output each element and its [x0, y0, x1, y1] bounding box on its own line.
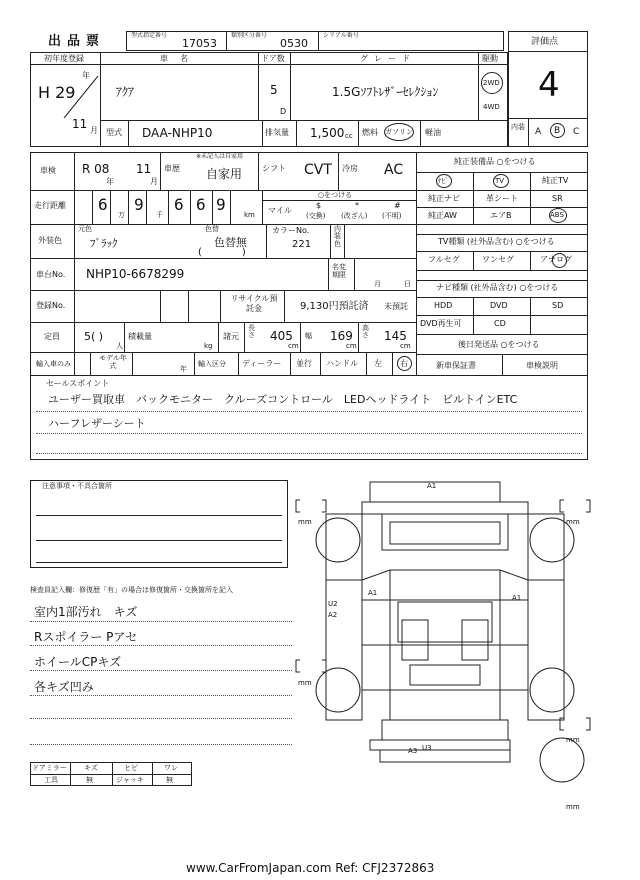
sen-unit: 千 [156, 211, 163, 219]
mileage-label: 走行距離 [34, 201, 66, 210]
legend-tools-value: 無 [86, 776, 93, 784]
history-label: 車歴 [164, 164, 180, 173]
diesel-label: 軽油 [425, 128, 441, 137]
width-unit: cm [346, 342, 357, 350]
shift-value: CVT [304, 162, 332, 178]
first-reg-label: 初年度登録 [44, 54, 84, 63]
fuel-label: 燃料 [362, 128, 378, 137]
damage-mark-1: A1 [427, 482, 437, 490]
name-change-label: 名変期限 [332, 263, 346, 279]
tv-type-title: TV種類 (社外品含む) ○をつける [438, 237, 555, 246]
color-no-value: 221 [292, 239, 312, 250]
tire-mm-rl: mm [298, 679, 312, 687]
interior-b: B [554, 126, 561, 136]
mile-label: マイル [268, 206, 292, 215]
length-label: 長さ [248, 324, 255, 340]
parallel-label: 並行 [296, 359, 312, 368]
model-label: 型式 [106, 128, 122, 137]
first-reg-slash [60, 71, 100, 120]
car-damage-diagram [290, 470, 600, 820]
color-label: 外装色 [38, 236, 62, 245]
history-value: 自家用 [206, 167, 243, 181]
equip-leather-seat: 革シート [486, 194, 518, 203]
doors-value: 5 [270, 83, 278, 97]
inspector-note-1: 室内1部汚れ キズ [34, 605, 138, 619]
unknown-label: (不明) [382, 212, 402, 220]
grade-label: グレード [360, 54, 416, 63]
import-label: 輸入車のみ [36, 360, 71, 368]
notes-label: 注意事項・不具合箇所 [42, 482, 112, 490]
inspection-r: R 08 [82, 162, 110, 176]
name-change-month: 月 [374, 280, 381, 288]
sales-point-line-1: ユーザー買取車 バックモニター クルーズコントロール LEDヘッドライト ビルトインETC [48, 393, 518, 406]
navi-dvd: DVD [490, 301, 508, 310]
inspector-note-3: ホイールCPキズ [34, 655, 122, 669]
damage-mark-3: A1 [512, 594, 522, 602]
mileage-digit-3: 6 [174, 195, 184, 214]
shift-label: シフト [262, 164, 286, 173]
kg-unit: kg [204, 342, 213, 350]
drive-label: 駆動 [482, 54, 498, 63]
equip-airbag: エアB [490, 211, 512, 220]
displacement-label: 排気量 [265, 128, 289, 137]
mileage-digit-2: 9 [134, 195, 144, 214]
fuel-value: ガソリン [385, 128, 413, 136]
orig-color-label: 元色 [78, 225, 92, 233]
km-unit: km [244, 211, 255, 219]
inspector-note-4: 各キズ凹み [34, 680, 94, 694]
damage-mark-4: U2 [328, 600, 338, 608]
interior-a: A [535, 127, 542, 137]
left-hand-label: 左 [374, 359, 382, 368]
damage-mark-2: A1 [368, 589, 378, 597]
sales-point-label: セールスポイント [46, 379, 110, 388]
height-value: 145 [384, 329, 407, 343]
mileage-digit-5: 9 [216, 195, 226, 214]
notes-box [30, 480, 288, 568]
tamper-label: (改ざん) [341, 212, 368, 220]
inspection-month-unit: 月 [150, 177, 158, 186]
chassis-value: NHP10-6678299 [86, 267, 185, 281]
legend-door-mirror: ドアミラー [32, 764, 67, 772]
width-label: 幅 [305, 332, 312, 340]
inspection-label: 車検 [40, 166, 56, 175]
sheet-title: 出品票 [48, 34, 106, 49]
inspection-year-unit: 年 [106, 177, 114, 186]
type-no-label: 型式指定番号 [131, 32, 168, 39]
dealer-label: ディーラー [242, 359, 282, 368]
sales-point-line-2: ハーフレザーシート [48, 417, 146, 430]
docs-inspection: 車検説明 [526, 361, 558, 370]
capacity-value: 5( ) [84, 330, 104, 343]
tire-mm-fr: mm [566, 518, 580, 526]
year-unit: 年 [82, 71, 90, 80]
ac-label: 冷房 [342, 164, 358, 173]
history-note: ※未記入は自家用 [196, 153, 244, 160]
length-unit: cm [288, 342, 299, 350]
first-reg-month: 11 [72, 117, 88, 131]
drive-4wd: 4WD [483, 103, 500, 111]
equip-genuine-navi: 純正ナビ [428, 194, 460, 203]
mileage-digit-1: 6 [98, 195, 108, 214]
length-value: 405 [270, 329, 293, 343]
door-suffix: D [280, 107, 287, 116]
color-change-label: 色替 [205, 225, 219, 233]
damage-mark-6: A3 [408, 747, 418, 755]
navi-cd: CD [494, 319, 506, 328]
dims-label: 諸元 [223, 332, 239, 341]
legend-jack-value: 無 [166, 776, 173, 784]
tire-mm-fl: mm [298, 518, 312, 526]
month-unit: 月 [90, 126, 98, 135]
circle-note: ○をつける [318, 191, 353, 199]
cc-unit: cc [345, 132, 353, 140]
model-value: DAA-NHP10 [142, 126, 213, 140]
type-no: 17053 [182, 37, 217, 50]
swap-label: (交換) [306, 212, 326, 220]
damage-mark-7: U3 [422, 744, 432, 752]
unknown-symbol: # [394, 201, 401, 210]
footer-watermark: www.CarFromJapan.com Ref: CFJ2372863 [186, 861, 435, 875]
equip-genuine-tv: 純正TV [542, 176, 569, 185]
load-label: 積載量 [128, 332, 152, 341]
mileage-digit-4: 6 [196, 195, 206, 214]
legend-scratch: キズ [84, 764, 98, 772]
navi-dvd-play: DVD再生可 [420, 319, 462, 328]
tv-oneseg: ワンセグ [482, 255, 514, 264]
capacity-label: 定員 [44, 332, 60, 341]
model-year-unit: 年 [180, 365, 187, 373]
tv-analog: アナログ [540, 255, 572, 264]
color-no-label: カラーNo. [272, 226, 310, 235]
width-value: 169 [330, 329, 353, 343]
persons-unit: 人 [116, 342, 123, 350]
car-name: ｱｸｱ [116, 85, 135, 99]
model-year-label: モデル年式 [99, 354, 127, 371]
name-change-day: 日 [404, 280, 411, 288]
navi-sd: SD [552, 301, 564, 310]
tire-mm-spare: mm [566, 803, 580, 811]
first-reg-era: H 29 [38, 83, 76, 102]
swap-symbol: $ [316, 201, 322, 210]
right-hand-label: 右 [400, 359, 408, 368]
color-value: ﾌﾞﾗｯｸ [90, 237, 118, 250]
class-no-label: 類別区分番号 [231, 32, 268, 39]
tamper-symbol: * [355, 201, 359, 210]
legend-broken: ワレ [164, 764, 178, 772]
equip-abs: ABS [550, 211, 564, 219]
drive-2wd: 2WD [483, 79, 500, 87]
height-label: 高さ [362, 324, 369, 340]
ac-value: AC [384, 162, 404, 178]
recycle-label: リサイクル預託金 [230, 294, 278, 313]
color-change-value: 色替無 [214, 236, 247, 249]
man-unit: 万 [118, 211, 125, 219]
equip-genuine-aw: 純正AW [428, 211, 457, 220]
legend-crack: ヒビ [124, 764, 138, 772]
height-unit: cm [400, 342, 411, 350]
tv-fullseg: フルセグ [428, 255, 460, 264]
handle-label: ハンドル [326, 359, 358, 368]
equip-navi: ﾅﾋﾞ [438, 177, 449, 185]
doors-label: ドア数 [261, 54, 285, 63]
displacement-value: 1,500 [310, 126, 345, 140]
reg-no-label: 登録No. [36, 301, 66, 310]
class-no: 0530 [280, 37, 308, 50]
equip-tv: TV [495, 177, 505, 185]
inspection-month: 11 [136, 162, 152, 176]
car-name-label: 車名 [160, 54, 200, 63]
damage-mark-5: A2 [328, 611, 338, 619]
interior-label: 内装 [511, 123, 525, 131]
interior-color-label: 内装色 [334, 225, 341, 248]
navi-type-title: ナビ種類 (社外品含む) ○をつける [436, 283, 559, 292]
import-category-label: 輸入区分 [198, 360, 226, 368]
score-label: 評価点 [531, 37, 559, 47]
inspector-note-2: Rスポイラー Pアセ [34, 630, 138, 644]
unpaid-label: 未預託 [384, 302, 408, 311]
interior-c: C [573, 127, 580, 137]
tire-mm-rr: mm [566, 736, 580, 744]
legend-tools: 工具 [44, 776, 58, 784]
navi-hdd: HDD [434, 301, 453, 310]
inspector-label: 検査員記入欄：修復歴「有」の場合は修復箇所・交換箇所を記入 [30, 586, 233, 594]
legend-jack: ジャッキ [116, 776, 144, 784]
recycle-value: 9,130円預託済 [300, 301, 369, 312]
genuine-equipment-title: 純正装備品 ○をつける [454, 157, 536, 166]
docs-title: 後日発送品 ○をつける [458, 340, 540, 349]
grade-value: 1.5Gｿﾌﾄﾚｻﾞｰｾﾚｸｼｮﾝ [332, 85, 439, 99]
score-value: 4 [538, 65, 560, 105]
equip-sunroof: SR [552, 194, 563, 203]
serial-label: シリアル番号 [323, 32, 359, 39]
chassis-label: 車台No. [36, 270, 66, 279]
docs-warranty: 新車保証書 [436, 361, 476, 370]
